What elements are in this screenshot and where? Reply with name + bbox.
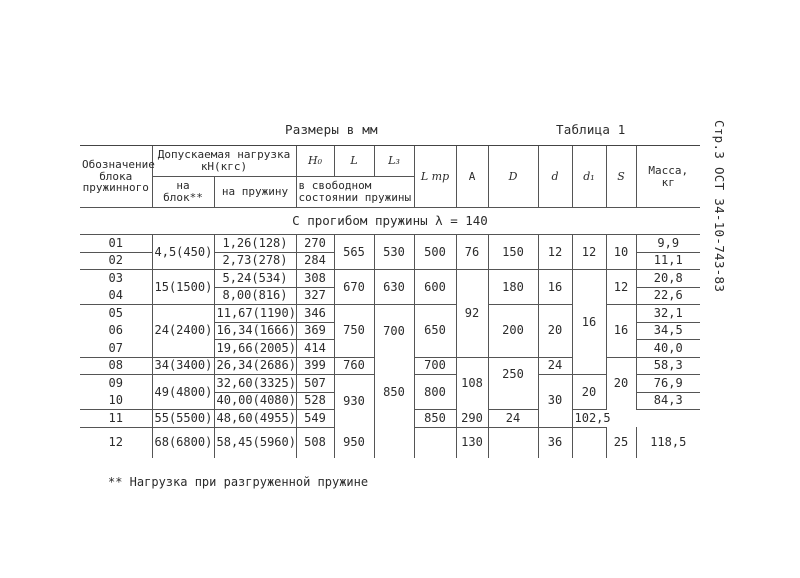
s-cell: 10	[606, 235, 636, 270]
h0-cell: 369	[296, 322, 334, 340]
h0-cell: 346	[296, 305, 334, 323]
mass-cell: 22,6	[636, 287, 700, 305]
block-code: 09	[108, 376, 123, 391]
block-code: 05	[80, 305, 152, 323]
mass-cell: 84,3	[636, 392, 700, 410]
section-title: С прогибом пружины λ = 140	[80, 208, 700, 235]
d1-header: d₁	[572, 146, 606, 208]
table-row	[80, 305, 700, 323]
mass-cell: 76,9	[636, 375, 700, 393]
mass-cell: 32,1	[636, 305, 700, 323]
mass-cell: 58,3	[636, 357, 700, 375]
d-big-cell: 150	[488, 235, 538, 270]
l-cell: 670	[334, 270, 374, 305]
block-load-cell: 15(1500)	[152, 270, 214, 305]
d1-cell: 20	[572, 375, 606, 410]
ltr-cell: 600	[414, 270, 456, 305]
block-load-cell: 4,5(450)	[152, 235, 214, 270]
spring-load-cell: 16,34(1666)	[214, 322, 296, 340]
allowed-load-header: Допускаемая нагрузка кН(кгс)	[152, 146, 296, 177]
h0-header: H₀	[296, 146, 334, 177]
l-cell: 565	[334, 235, 374, 270]
h0-cell: 507	[296, 375, 334, 393]
h0-cell: 399	[296, 357, 334, 375]
s-cell: 16	[606, 305, 636, 358]
table-row	[80, 270, 700, 288]
d-small-cell: 30	[538, 375, 572, 428]
h0-cell: 414	[296, 340, 334, 358]
spring-load-cell: 11,67(1190)	[214, 305, 296, 323]
spring-load-cell: 32,60(3325)	[214, 375, 296, 393]
block-load-cell: 55(5500)	[152, 410, 214, 428]
ltr-cell: 850	[414, 410, 456, 428]
h0-cell: 270	[296, 235, 334, 253]
h0-cell: 508	[296, 427, 334, 458]
block-load-cell: 49(4800)	[152, 375, 214, 410]
ltr-header: L тр	[414, 146, 456, 208]
block-load-cell: 24(2400)	[152, 305, 214, 358]
table-number: Таблица 1	[556, 122, 626, 137]
footnote: ** Нагрузка при разгруженной пружине	[108, 475, 369, 489]
s-cell: 25	[606, 427, 636, 458]
ltr-cell: 650	[414, 305, 456, 358]
spring-load-cell: 58,45(5960)	[214, 427, 296, 458]
ltr-cell: 700	[414, 357, 456, 375]
l-cell: 750	[334, 305, 374, 358]
mass-cell: 118,5	[636, 427, 700, 458]
table-row	[80, 357, 700, 375]
table-row	[80, 427, 700, 458]
l3-header: L₃	[374, 146, 414, 177]
spring-load-cell: 40,00(4080)	[214, 392, 296, 410]
d-big-cell: 180	[488, 270, 538, 305]
per-block-header: на блок**	[152, 177, 214, 208]
d1-spacer	[572, 427, 606, 458]
l-cell: 950	[334, 427, 374, 458]
h0-cell: 549	[296, 410, 334, 428]
free-state-header: в свободном состоянии пружины	[296, 177, 414, 208]
h0-cell: 528	[296, 392, 334, 410]
spring-load-cell: 1,26(128)	[214, 235, 296, 253]
block-code: 11	[80, 410, 152, 428]
spring-load-cell: 48,60(4955)	[214, 410, 296, 428]
spring-load-cell: 19,66(2005)	[214, 340, 296, 358]
block-code: 02	[80, 252, 152, 270]
d-big-header: D	[488, 146, 538, 208]
spring-load-cell: 26,34(2686)	[214, 357, 296, 375]
table-row	[80, 235, 700, 253]
d-big-cell: 290	[456, 410, 488, 428]
spring-load-cell: 8,00(816)	[214, 287, 296, 305]
mass-cell: 102,5	[572, 410, 606, 428]
d-small-cell: 12	[538, 235, 572, 270]
h0-cell: 308	[296, 270, 334, 288]
d-small-cell: 36	[538, 427, 572, 458]
block-code: 01	[80, 235, 152, 253]
ltr-spacer	[414, 427, 456, 458]
units-caption: Размеры в мм	[285, 122, 378, 137]
l3-cell: 630	[374, 270, 414, 305]
block-load-cell: 68(6800)	[152, 427, 214, 458]
spring-load-cell: 2,73(278)	[214, 252, 296, 270]
ltr-cell: 500	[414, 235, 456, 270]
d-big-cell: 200	[488, 305, 538, 358]
designation-header: Обозначение блока пружинного	[80, 146, 152, 208]
d-big-spacer	[488, 427, 538, 458]
d1-cell: 12	[572, 235, 606, 270]
per-spring-header: на пружину	[214, 177, 296, 208]
d-big-cell: 250	[488, 357, 538, 392]
s-cell: 20	[606, 357, 636, 410]
mass-cell: 9,9	[636, 235, 700, 253]
l3-cell: 850	[374, 357, 414, 427]
l-cell: 760	[334, 357, 374, 375]
mass-header: Масса, кг	[636, 146, 700, 208]
spring-block-table	[80, 145, 700, 458]
s-header: S	[606, 146, 636, 208]
s-cell: 12	[606, 270, 636, 305]
l3-spacer	[374, 427, 414, 458]
mass-cell: 40,0	[636, 340, 700, 358]
ltr-cell: 800	[414, 375, 456, 410]
d1-cell: 24	[488, 410, 538, 428]
document-code: Стр.3 ОСТ 34-10-743-83	[712, 120, 727, 293]
block-code: 03	[108, 271, 123, 286]
mass-cell: 11,1	[636, 252, 700, 270]
a-cell: 92	[456, 270, 488, 358]
block-load-cell: 34(3400)	[152, 357, 214, 375]
a-cell: 108	[456, 357, 488, 410]
block-code: 06	[108, 323, 123, 338]
mass-cell: 20,8	[636, 270, 700, 288]
d1-cell: 16	[572, 270, 606, 375]
d-small-cell: 20	[538, 305, 572, 358]
block-code: 07	[108, 340, 123, 355]
h0-cell: 284	[296, 252, 334, 270]
d-small-cell: 24	[538, 357, 572, 375]
a-cell: 76	[456, 235, 488, 270]
a-header: A	[456, 146, 488, 208]
l-cell: 930	[334, 375, 374, 428]
l-header: L	[334, 146, 374, 177]
spring-load-cell: 5,24(534)	[214, 270, 296, 288]
h0-cell: 327	[296, 287, 334, 305]
block-code: 12	[108, 435, 123, 450]
a-cell: 130	[456, 427, 488, 458]
l3-cell: 700	[374, 305, 414, 358]
block-code: 10	[108, 393, 123, 408]
l3-cell: 530	[374, 235, 414, 270]
block-code: 04	[108, 288, 123, 303]
d-small-header: d	[538, 146, 572, 208]
mass-cell: 34,5	[636, 322, 700, 340]
d-big-spacer	[488, 392, 538, 410]
d-small-cell: 16	[538, 270, 572, 305]
block-code: 08	[80, 357, 152, 375]
